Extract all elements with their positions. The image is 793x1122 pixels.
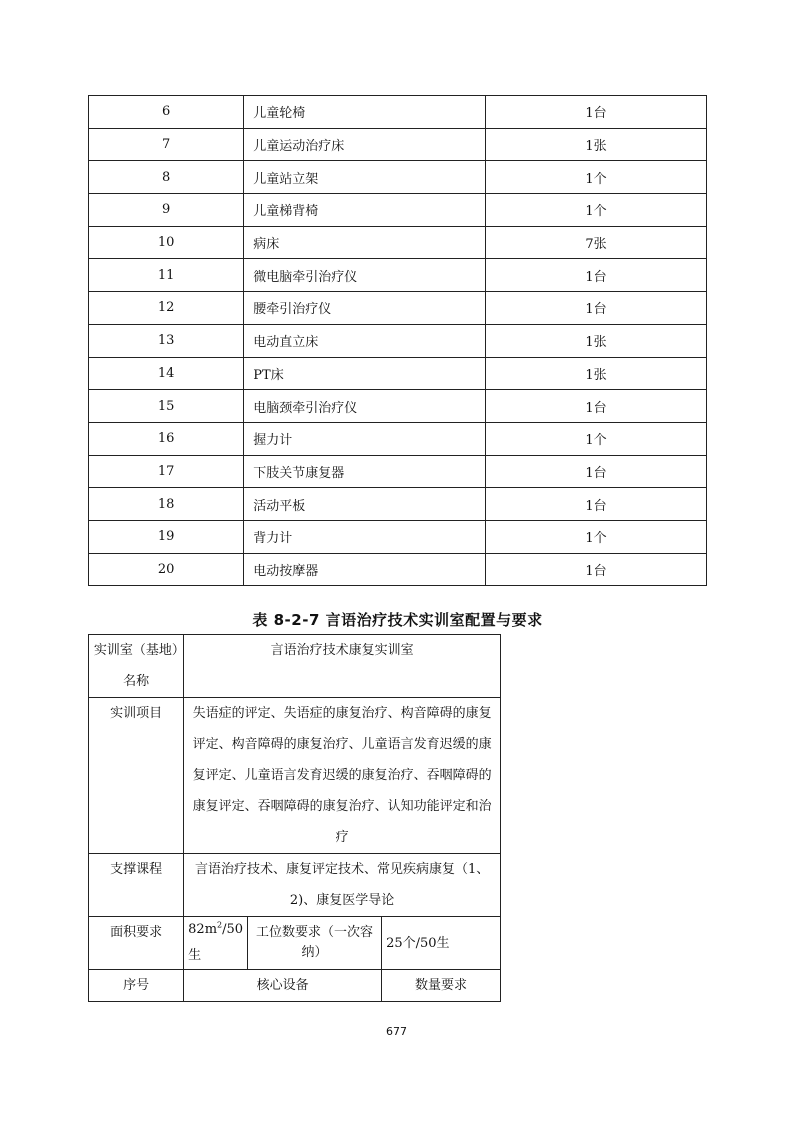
equipment-quantity: 1台 — [486, 96, 707, 129]
table-row — [89, 259, 707, 292]
row-number: 8 — [89, 161, 244, 194]
table-row — [89, 488, 707, 521]
table-row — [89, 292, 707, 325]
table-row — [89, 194, 707, 227]
support-course-row — [89, 854, 501, 917]
equipment-name: 儿童轮椅 — [244, 96, 486, 129]
equipment-name: 腰牵引治疗仪 — [244, 292, 486, 325]
area-value-exponent: 2 — [217, 920, 223, 930]
equipment-name: 病床 — [244, 226, 486, 259]
equipment-quantity: 1张 — [486, 357, 707, 390]
area-label: 面积要求 — [89, 917, 184, 970]
equipment-header-row — [89, 970, 501, 1002]
row-number: 12 — [89, 292, 244, 325]
equipment-quantity: 1个 — [486, 422, 707, 455]
equipment-table-body — [89, 96, 707, 586]
row-number: 6 — [89, 96, 244, 129]
equipment-quantity: 7张 — [486, 226, 707, 259]
table-row — [89, 161, 707, 194]
equipment-name: 微电脑牵引治疗仪 — [244, 259, 486, 292]
room-name-row — [89, 635, 501, 698]
table-row — [89, 96, 707, 129]
equipment-name: 儿童站立架 — [244, 161, 486, 194]
area-value-unit: /50生 — [188, 922, 244, 963]
equipment-quantity: 1张 — [486, 128, 707, 161]
equipment-name: 儿童运动治疗床 — [244, 128, 486, 161]
room-name-label: 实训室（基地）名称 — [89, 635, 184, 698]
equipment-quantity: 1台 — [486, 390, 707, 423]
row-number: 20 — [89, 553, 244, 586]
equipment-name: 电动直立床 — [244, 324, 486, 357]
row-number: 7 — [89, 128, 244, 161]
equipment-quantity: 1台 — [486, 488, 707, 521]
equipment-table — [88, 95, 707, 586]
table-row — [89, 422, 707, 455]
row-number: 11 — [89, 259, 244, 292]
station-label: 工位数要求（一次容纳） — [248, 917, 382, 970]
table-row — [89, 128, 707, 161]
row-number: 18 — [89, 488, 244, 521]
table-row — [89, 455, 707, 488]
room-name-value: 言语治疗技术康复实训室 — [184, 635, 501, 698]
row-number: 13 — [89, 324, 244, 357]
table-row — [89, 390, 707, 423]
table-row — [89, 357, 707, 390]
equipment-name: 儿童梯背椅 — [244, 194, 486, 227]
table-row — [89, 324, 707, 357]
page-number: 677 — [386, 1025, 407, 1038]
station-value: 25个/50生 — [382, 917, 501, 970]
equipment-quantity: 1个 — [486, 520, 707, 553]
training-items-value: 失语症的评定、失语症的康复治疗、构音障碍的康复评定、构音障碍的康复治疗、儿童语言发育迟缓的康复评定、儿童语言发育迟缓的康复治疗、吞咽障碍的康复评定、吞咽障碍的康复治疗、认知功能评定和治疗 — [184, 698, 501, 854]
row-number: 19 — [89, 520, 244, 553]
support-course-label: 支撑课程 — [89, 854, 184, 917]
col-qty-header: 数量要求 — [382, 970, 501, 1002]
lab-config-table — [88, 634, 501, 1002]
area-row — [89, 917, 501, 970]
row-number: 10 — [89, 226, 244, 259]
equipment-quantity: 1台 — [486, 259, 707, 292]
equipment-name: 下肢关节康复器 — [244, 455, 486, 488]
equipment-quantity: 1台 — [486, 455, 707, 488]
equipment-name: 电动按摩器 — [244, 553, 486, 586]
area-value-number: 82m — [188, 922, 218, 937]
equipment-name: 电脑颈牵引治疗仪 — [244, 390, 486, 423]
table-row — [89, 553, 707, 586]
row-number: 16 — [89, 422, 244, 455]
equipment-quantity: 1个 — [486, 194, 707, 227]
equipment-quantity: 1台 — [486, 292, 707, 325]
col-equipment-header: 核心设备 — [184, 970, 382, 1002]
col-no-header: 序号 — [89, 970, 184, 1002]
training-items-label: 实训项目 — [89, 698, 184, 854]
training-items-row — [89, 698, 501, 854]
row-number: 14 — [89, 357, 244, 390]
support-course-value: 言语治疗技术、康复评定技术、常见疾病康复（1、2)、康复医学导论 — [184, 854, 501, 917]
area-value — [184, 917, 248, 970]
equipment-quantity: 1张 — [486, 324, 707, 357]
equipment-name: 活动平板 — [244, 488, 486, 521]
table-row — [89, 226, 707, 259]
row-number: 17 — [89, 455, 244, 488]
equipment-quantity: 1个 — [486, 161, 707, 194]
table-title: 表 8-2-7 言语治疗技术实训室配置与要求 — [252, 611, 543, 629]
table-row — [89, 520, 707, 553]
equipment-name: PT床 — [244, 357, 486, 390]
equipment-name: 握力计 — [244, 422, 486, 455]
equipment-quantity: 1台 — [486, 553, 707, 586]
row-number: 15 — [89, 390, 244, 423]
equipment-name: 背力计 — [244, 520, 486, 553]
row-number: 9 — [89, 194, 244, 227]
